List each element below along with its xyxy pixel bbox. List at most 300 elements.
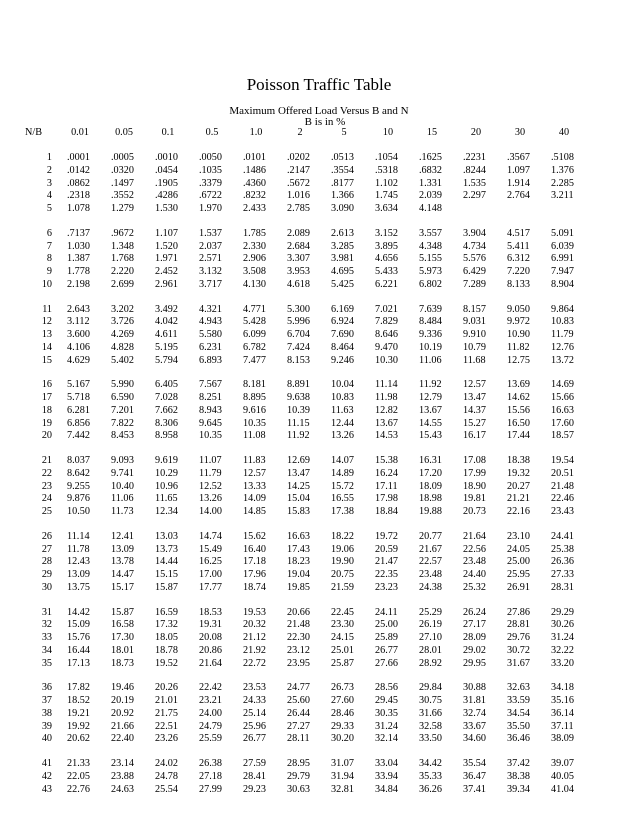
table-cell: 34.60	[463, 733, 486, 745]
table-cell: 2.089	[287, 227, 310, 239]
table-cell: 6.099	[243, 329, 266, 340]
table-cell: 2.684	[287, 240, 310, 252]
table-cell: 13.47	[287, 467, 310, 479]
row-label-n: 33	[41, 632, 52, 643]
table-cell: 10.39	[287, 404, 310, 416]
table-cell: 7.639	[419, 303, 442, 315]
row-label-n: 12	[41, 316, 52, 328]
table-cell: 3.600	[67, 329, 90, 340]
table-row	[24, 544, 586, 557]
row-label-n: 13	[41, 329, 52, 340]
table-cell: 6.893	[199, 354, 222, 366]
table-cell: 1.530	[155, 203, 178, 214]
table-cell: .3552	[111, 190, 134, 202]
table-cell: 12.76	[551, 341, 574, 353]
table-cell: 36.46	[507, 733, 530, 745]
table-cell: 15.62	[243, 530, 266, 542]
table-cell: 12.52	[199, 480, 222, 492]
table-cell: 5.718	[67, 392, 90, 403]
table-cell: 18.90	[463, 480, 486, 492]
table-cell: 11.79	[551, 329, 574, 340]
table-cell: 5.580	[199, 329, 222, 340]
table-cell: 11.08	[243, 430, 266, 442]
table-row	[24, 708, 586, 721]
column-header: 0.1	[161, 127, 175, 138]
table-cell: 2.220	[111, 266, 134, 277]
table-cell: .2147	[287, 164, 310, 176]
table-cell: 11.14	[375, 379, 398, 391]
row-label-n: 3	[46, 177, 52, 189]
table-cell: 29.79	[287, 770, 310, 782]
table-cell: 22.76	[67, 783, 90, 795]
table-cell: 24.77	[287, 682, 310, 694]
table-cell: 7.662	[155, 404, 178, 416]
table-cell: .3554	[331, 164, 354, 176]
table-cell: .0001	[67, 152, 90, 163]
table-cell: 7.442	[67, 430, 90, 442]
column-header: 1.0	[249, 127, 263, 138]
table-cell: 13.78	[111, 556, 134, 568]
table-cell: .7137	[67, 227, 90, 239]
table-cell: 17.13	[67, 657, 90, 669]
table-cell: 10.83	[331, 392, 354, 403]
table-cell: 18.01	[111, 644, 134, 656]
table-cell: 10.50	[67, 506, 90, 517]
table-cell: 32.74	[463, 707, 486, 719]
table-cell: .0202	[287, 152, 310, 163]
table-cell: 13.09	[67, 569, 90, 580]
table-cell: 25.32	[463, 581, 486, 593]
table-cell: 6.991	[551, 253, 574, 265]
table-cell: 36.14	[551, 707, 574, 719]
table-cell: 15.49	[199, 543, 222, 555]
table-cell: 27.18	[199, 770, 222, 782]
table-cell: 31.94	[331, 770, 354, 782]
table-cell: 22.42	[199, 682, 222, 694]
column-header: 2	[297, 127, 303, 138]
table-cell: 28.11	[287, 733, 310, 745]
table-cell: 28.81	[507, 619, 530, 631]
table-cell: 29.84	[419, 682, 442, 694]
table-cell: 15.15	[155, 569, 178, 580]
table-cell: 3.717	[199, 278, 222, 290]
table-cell: 25.59	[199, 733, 222, 745]
table-cell: 2.452	[155, 266, 178, 277]
table-cell: 2.297	[463, 190, 486, 202]
row-label-n: 19	[41, 417, 52, 429]
table-cell: 18.84	[375, 506, 398, 517]
table-body	[24, 140, 586, 796]
table-cell: 35.33	[419, 770, 442, 782]
table-cell: 4.611	[155, 329, 178, 340]
table-row	[24, 203, 586, 216]
table-cell: 2.433	[243, 203, 266, 214]
row-label-n: 21	[41, 455, 52, 466]
table-cell: 24.11	[375, 606, 398, 618]
table-cell: 5.996	[287, 316, 310, 328]
table-cell: 23.21	[199, 695, 222, 706]
table-cell: 14.44	[155, 556, 178, 568]
units-note: B is in %	[304, 116, 346, 128]
table-cell: 5.428	[243, 316, 266, 328]
table-cell: 10.90	[507, 329, 530, 340]
table-cell: 8.904	[551, 278, 574, 290]
table-cell: 7.690	[331, 329, 354, 340]
table-cell: 1.970	[199, 203, 222, 214]
table-cell: 16.59	[155, 606, 178, 618]
table-cell: 20.59	[375, 543, 398, 555]
table-cell	[498, 203, 542, 216]
row-label-n: 2	[46, 164, 52, 176]
table-cell: 25.00	[507, 556, 530, 568]
table-cell: 10.83	[551, 316, 574, 328]
table-cell: 15.17	[111, 581, 134, 593]
table-cell: 26.38	[199, 758, 222, 769]
table-cell: 4.130	[243, 278, 266, 290]
table-cell: 17.82	[67, 682, 90, 694]
table-cell: .2231	[463, 152, 486, 163]
column-header: 20	[470, 127, 482, 138]
table-cell: 14.47	[111, 569, 134, 580]
table-cell: 17.20	[419, 467, 442, 479]
table-row	[24, 329, 586, 342]
column-header: 15	[426, 127, 438, 138]
table-cell: 25.00	[375, 619, 398, 631]
table-row	[24, 228, 586, 241]
table-cell: 17.08	[463, 455, 486, 466]
table-row	[24, 152, 586, 165]
row-label-n: 23	[41, 480, 52, 492]
table-cell: 18.74	[243, 581, 266, 593]
table-cell: 30.20	[331, 733, 354, 745]
table-cell: 3.112	[67, 316, 90, 328]
table-cell: 14.74	[199, 530, 222, 542]
table-cell: .1905	[155, 177, 178, 189]
table-cell: 6.704	[287, 329, 310, 340]
table-cell: 18.09	[419, 480, 442, 492]
table-cell: 29.29	[551, 606, 574, 618]
table-cell: .0862	[67, 177, 90, 189]
table-cell: 4.734	[463, 240, 486, 252]
table-cell: 3.981	[331, 253, 354, 265]
table-cell: 12.41	[111, 530, 134, 542]
table-cell: 10.30	[375, 354, 398, 366]
table-cell: 33.50	[419, 733, 442, 745]
table-cell: 2.699	[111, 278, 134, 290]
table-cell: 19.32	[507, 467, 530, 479]
table-cell: 9.741	[111, 467, 134, 479]
row-label-n: 28	[41, 556, 52, 568]
table-cell: 9.910	[463, 329, 486, 340]
table-cell: .0005	[111, 152, 134, 163]
table-cell: 14.85	[243, 506, 266, 517]
table-cell: 7.822	[111, 417, 134, 429]
table-cell: 27.99	[199, 783, 222, 795]
table-cell: 12.69	[287, 455, 310, 466]
row-label-n: 24	[41, 493, 52, 505]
group-spacer	[24, 367, 586, 379]
table-cell: 2.961	[155, 278, 178, 290]
table-cell: 10.19	[419, 341, 442, 353]
table-cell: 18.78	[155, 644, 178, 656]
table-cell: 8.133	[507, 278, 530, 290]
table-cell: 20.92	[111, 707, 134, 719]
table-cell: 19.52	[155, 657, 178, 669]
group-spacer	[24, 443, 586, 455]
table-cell: 13.72	[551, 354, 574, 366]
table-cell: 4.695	[331, 266, 354, 277]
table-cell: 16.25	[199, 556, 222, 568]
row-label-n: 35	[41, 657, 52, 669]
table-cell: 26.24	[463, 606, 486, 618]
table-cell: 10.04	[331, 379, 354, 391]
table-cell: 9.336	[419, 329, 442, 340]
table-cell: 25.95	[507, 569, 530, 580]
table-cell: 12.57	[463, 379, 486, 391]
table-cell: 1.778	[67, 266, 90, 277]
table-cell: 4.269	[111, 329, 134, 340]
table-cell: 6.782	[243, 341, 266, 353]
table-cell: 24.79	[199, 720, 222, 732]
row-label-n: 40	[41, 733, 52, 745]
table-cell: 19.72	[375, 530, 398, 542]
table-cell: 5.425	[331, 278, 354, 290]
table-cell: 1.366	[331, 190, 354, 202]
table-cell: .4286	[155, 190, 178, 202]
group-spacer	[24, 670, 586, 682]
table-cell: 26.73	[331, 682, 354, 694]
table-cell: 35.54	[463, 758, 486, 769]
table-cell: 21.92	[243, 644, 266, 656]
table-cell: 19.06	[331, 543, 354, 555]
table-cell: .5318	[375, 164, 398, 176]
table-cell: 22.40	[111, 733, 134, 745]
table-cell: 3.904	[463, 227, 486, 239]
table-cell: 3.211	[551, 190, 574, 202]
table-cell: 39.34	[507, 783, 530, 795]
table-cell: 21.67	[419, 543, 442, 555]
table-cell: 24.00	[199, 707, 222, 719]
table-row	[24, 695, 586, 708]
table-cell: 30.88	[463, 682, 486, 694]
table-cell: 1.537	[199, 227, 222, 239]
table-cell: 3.634	[375, 203, 398, 214]
table-row	[24, 405, 586, 418]
table-row	[24, 607, 586, 620]
table-cell: 28.56	[375, 682, 398, 694]
table-cell: 20.73	[463, 506, 486, 517]
table-cell: 16.31	[419, 455, 442, 466]
table-cell: 11.06	[111, 493, 134, 505]
row-label-n: 31	[41, 606, 52, 618]
table-cell: 14.07	[331, 455, 354, 466]
table-cell: 8.895	[243, 392, 266, 403]
table-cell: 7.567	[199, 379, 222, 391]
table-cell: 6.429	[463, 266, 486, 277]
table-cell: 24.33	[243, 695, 266, 706]
page-title: Poisson Traffic Table	[246, 75, 392, 94]
table-cell: 16.58	[111, 619, 134, 631]
table-cell: 2.785	[287, 203, 310, 214]
table-cell: 1.016	[287, 190, 310, 202]
table-cell: 20.62	[67, 733, 90, 745]
table-cell: 15.83	[287, 506, 310, 517]
table-cell: 10.79	[463, 341, 486, 353]
table-cell: 19.04	[287, 569, 310, 580]
table-cell: 6.856	[67, 417, 90, 429]
table-cell: 11.79	[199, 467, 222, 479]
table-row	[24, 758, 586, 771]
table-cell: 3.307	[287, 253, 310, 265]
table-cell: 27.27	[287, 720, 310, 732]
table-cell: 17.11	[375, 480, 398, 492]
column-header: 0.5	[205, 127, 219, 138]
row-label-n: 16	[41, 379, 52, 391]
table-cell: 22.56	[463, 543, 486, 555]
table-cell: 19.31	[199, 619, 222, 631]
table-cell: 21.47	[375, 556, 398, 568]
table-row	[24, 430, 586, 443]
table-cell: 34.84	[375, 783, 398, 795]
table-cell: 14.53	[375, 430, 398, 442]
table-cell: 24.38	[419, 581, 442, 593]
table-cell: 3.090	[331, 203, 354, 214]
table-cell: 15.87	[111, 606, 134, 618]
table-cell: 18.57	[551, 430, 574, 442]
table-cell: 11.73	[111, 506, 134, 517]
table-cell: 8.464	[331, 341, 354, 353]
table-cell: 6.169	[331, 303, 354, 315]
row-label-n: 7	[46, 240, 52, 252]
table-cell: 13.26	[331, 430, 354, 442]
row-label-n: 6	[46, 227, 52, 239]
table-cell: .1625	[419, 152, 442, 163]
table-row	[24, 392, 586, 405]
table-cell: 10.29	[155, 467, 178, 479]
table-cell: 37.41	[463, 783, 486, 795]
table-cell: 13.09	[111, 543, 134, 555]
row-label-n: 17	[41, 392, 52, 403]
row-label-n: 32	[41, 619, 52, 631]
table-cell: 3.285	[331, 240, 354, 252]
table-cell: 27.86	[507, 606, 530, 618]
table-cell: 23.48	[463, 556, 486, 568]
table-cell: 23.30	[331, 619, 354, 631]
table-cell: 15.27	[463, 417, 486, 429]
table-cell: 31.24	[551, 632, 574, 643]
table-cell: 11.65	[155, 493, 178, 505]
table-cell: 15.87	[155, 581, 178, 593]
table-cell: 1.107	[155, 227, 178, 239]
table-cell: 13.33	[243, 480, 266, 492]
table-cell: 13.73	[155, 543, 178, 555]
table-cell: 2.643	[67, 303, 90, 315]
table-cell: 34.54	[507, 707, 530, 719]
table-cell: 25.29	[419, 606, 442, 618]
table-cell: 26.91	[507, 581, 530, 593]
table-cell: 15.09	[67, 619, 90, 631]
table-cell: 2.764	[507, 190, 530, 202]
table-cell: 3.557	[419, 227, 442, 239]
table-row	[24, 682, 586, 695]
table-cell: 7.021	[375, 303, 398, 315]
table-row	[24, 619, 586, 632]
table-cell: 20.32	[243, 619, 266, 631]
table-cell: 1.535	[463, 177, 486, 189]
table-cell: 26.36	[551, 556, 574, 568]
table-cell: 11.68	[463, 354, 486, 366]
table-cell: 20.08	[199, 632, 222, 643]
table-cell: 25.87	[331, 657, 354, 669]
table-row	[24, 506, 586, 519]
table-cell: .0454	[155, 164, 178, 176]
table-row	[24, 165, 586, 178]
table-cell: 28.95	[287, 758, 310, 769]
table-cell: 8.958	[155, 430, 178, 442]
table-cell: 26.77	[375, 644, 398, 656]
table-cell: 8.181	[243, 379, 266, 391]
table-cell: 34.18	[551, 682, 574, 694]
table-cell: 24.02	[155, 758, 178, 769]
table-row	[24, 342, 586, 355]
table-cell: 4.629	[67, 354, 90, 366]
table-cell: 6.221	[375, 278, 398, 290]
table-cell: 11.06	[419, 354, 442, 366]
table-cell: 32.81	[331, 783, 354, 795]
group-spacer	[24, 519, 586, 531]
table-cell: 12.79	[419, 392, 442, 403]
table-cell: 13.26	[199, 493, 222, 505]
row-label-n: 36	[41, 682, 52, 694]
table-cell: 18.52	[67, 695, 90, 706]
table-cell: 17.30	[111, 632, 134, 643]
table-cell: 15.72	[331, 480, 354, 492]
table-cell: 20.26	[155, 682, 178, 694]
table-cell: 1.331	[419, 177, 442, 189]
table-cell: 1.097	[507, 164, 530, 176]
table-cell: 4.348	[419, 240, 442, 252]
table-cell: 28.41	[243, 770, 266, 782]
table-cell: 14.00	[199, 506, 222, 517]
table-cell: 3.895	[375, 240, 398, 252]
table-cell: 10.35	[243, 417, 266, 429]
table-cell: 24.15	[331, 632, 354, 643]
table-cell: 6.924	[331, 316, 354, 328]
table-cell: 2.039	[419, 190, 442, 202]
table-cell: 23.12	[287, 644, 310, 656]
table-cell: 21.64	[463, 530, 486, 542]
table-cell: 9.638	[287, 392, 310, 403]
table-cell: 26.77	[243, 733, 266, 745]
table-row	[24, 481, 586, 494]
table-cell: .0320	[111, 164, 134, 176]
table-cell: 21.21	[507, 493, 530, 505]
table-cell: 4.148	[419, 203, 442, 214]
table-cell: 11.83	[243, 455, 266, 466]
table-cell: 33.67	[463, 720, 486, 732]
table-cell: 2.330	[243, 240, 266, 252]
table-cell: 6.231	[199, 341, 222, 353]
table-cell: 22.46	[551, 493, 574, 505]
table-cell: 40.05	[551, 770, 574, 782]
table-cell: 16.40	[243, 543, 266, 555]
table-row	[24, 721, 586, 734]
table-cell: 4.321	[199, 303, 222, 315]
table-cell: 22.16	[507, 506, 530, 517]
table-cell: 29.02	[463, 644, 486, 656]
table-cell: 24.40	[463, 569, 486, 580]
table-cell: 7.947	[551, 266, 574, 277]
